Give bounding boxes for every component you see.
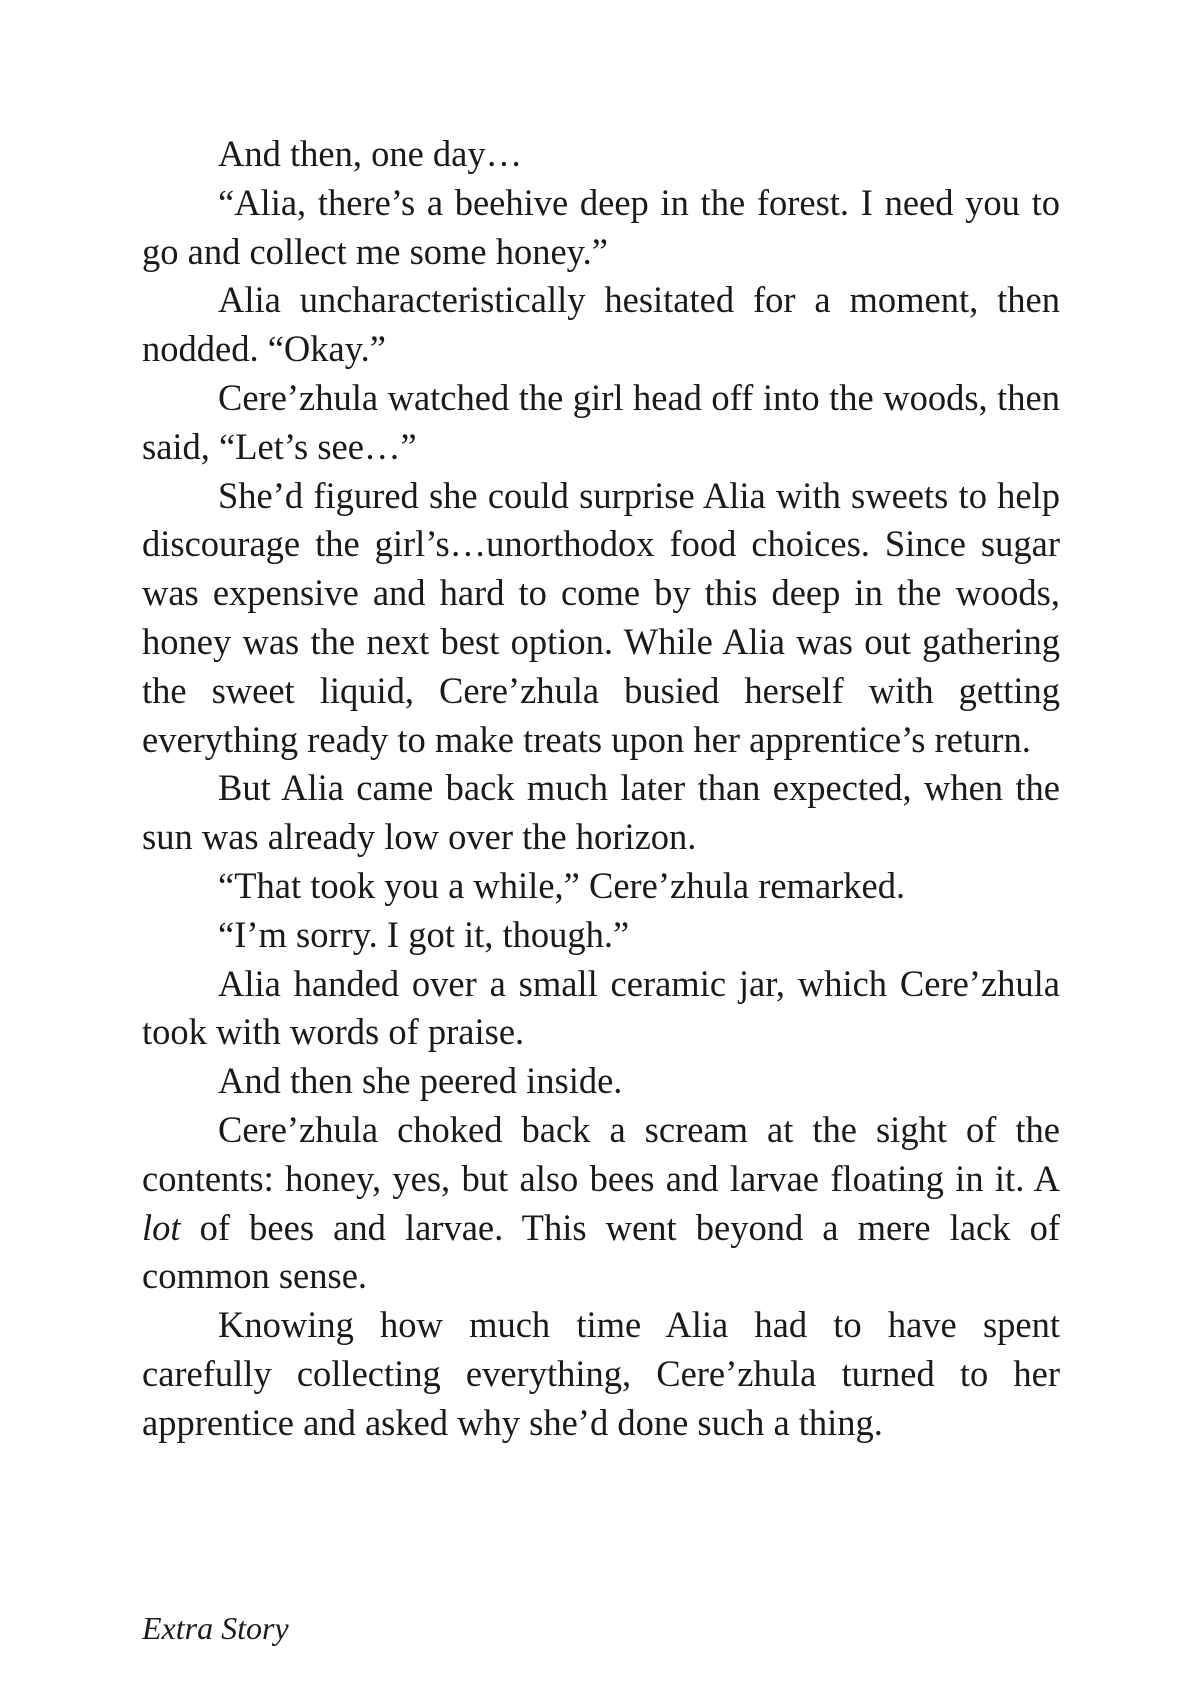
paragraph: And then she peered inside. xyxy=(218,1060,623,1102)
paragraph: But Alia came back much later than expected, when the sun was already low over the horizon. xyxy=(142,767,1060,858)
paragraph: “I’m sorry. I got it, though.” xyxy=(218,913,630,955)
body-text xyxy=(142,130,1060,1448)
paragraph: Cere’zhula watched the girl head off into the woods, then said, “Let’s see…” xyxy=(142,376,1060,467)
paragraph: Knowing how much time Alia had to have spent carefully collecting everything, Cere’zhula turned to her apprentice and asked why she’d done such a thing. xyxy=(142,1304,1060,1443)
paragraph: “Alia, there’s a beehive deep in the forest. I need you to go and collect me some honey.” xyxy=(142,181,1060,272)
paragraph: And then, one day… xyxy=(218,133,523,174)
emphasis: lot xyxy=(142,1206,181,1248)
paragraph: Alia uncharacteristically hesitated for a moment, then nodded. “Okay.” xyxy=(142,279,1060,370)
paragraph: Alia handed over a small ceramic jar, which Cere’zhula took with words of praise. xyxy=(142,962,1060,1053)
paragraph: “That took you a while,” Cere’zhula remarked. xyxy=(218,864,906,906)
paragraph: She’d figured she could surprise Alia with sweets to help discourage the girl’s…unorthodox food choices. Since sugar was expensive and hard to come by this deep in the woods, honey was the next best option. While Alia was out gathering the sweet liquid, Cere’zhula busied herself with getting everything ready to make treats upon her apprentice’s return. xyxy=(142,474,1060,760)
paragraph: Cere’zhula choked back a scream at the sight of the contents: honey, yes, but also bees and larvae floating in it. A lot of bees and larvae. This went beyond a mere lack of common sense. xyxy=(142,1108,1060,1297)
running-title: Extra Story xyxy=(142,1610,289,1646)
